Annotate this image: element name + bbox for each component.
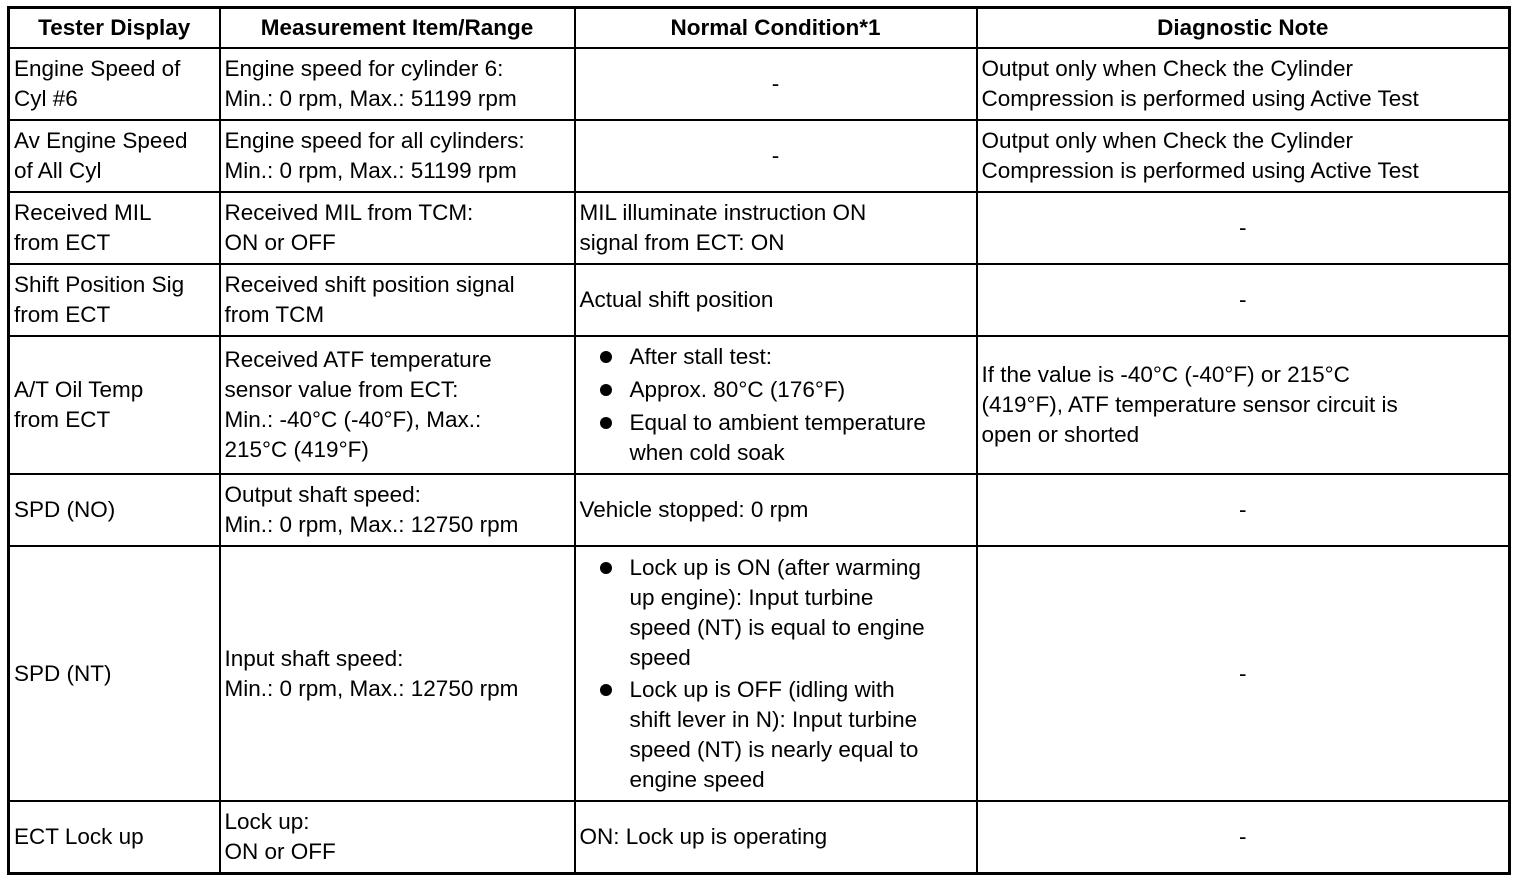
normal-condition-text: - [771,71,780,96]
measurement-cell [220,264,575,336]
diagnostic-note-text: - [1239,215,1247,240]
measurement-text: Received shift position signal from TCM [224,272,515,327]
header-measurement-item: Measurement Item/Range [220,8,575,49]
bullet-item: Equal to ambient temperature when cold soak [580,408,972,468]
header-normal-condition: Normal Condition*1 [575,8,977,49]
diagnostic-note-text: - [1239,497,1247,522]
measurement-cell [220,120,575,192]
measurement-text: Input shaft speed: Min.: 0 rpm, Max.: 12750 rpm [224,645,519,701]
tester-display-text: SPD (NT) [14,660,112,686]
normal-condition-cell [575,336,977,474]
measurement-text: Received ATF temperature sensor value from ECT: Min.: -40°C (-40°F), Max.: 215°C (419°F) [224,347,492,462]
diagnostic-note-text: Output only when Check the Cylinder Compression is performed using Active Test [981,128,1419,183]
normal-condition-cell [575,801,977,873]
diagnostic-note-text: If the value is -40°C (-40°F) or 215°C (419°F), ATF temperature sensor circuit is open or shorted [981,362,1398,447]
tester-display-cell [9,801,220,873]
tester-display-cell [9,48,220,120]
normal-condition-cell [575,192,977,264]
measurement-cell [220,801,575,873]
diagnostic-note-cell [977,801,1510,873]
header-row [9,8,1510,49]
measurement-cell [220,546,575,801]
tester-display-text: Av Engine Speed of All Cyl [14,128,188,183]
normal-condition-cell [575,264,977,336]
table-row [9,48,1510,120]
diagnostic-note-cell [977,48,1510,120]
diagnostic-note-cell [977,336,1510,474]
diagnostic-note-text: - [1239,287,1247,312]
bullet-item: Lock up is OFF (idling with shift lever in N): Input turbine speed (NT) is nearly equal to engine speed [580,675,972,795]
tester-display-cell [9,546,220,801]
measurement-cell [220,192,575,264]
measurement-text: Received MIL from TCM: ON or OFF [224,200,474,255]
measurement-text: Lock up: ON or OFF [224,808,336,864]
bullet-item: Approx. 80°C (176°F) [580,375,972,405]
measurement-cell [220,336,575,474]
table-row [9,120,1510,192]
measurement-text: Output shaft speed: Min.: 0 rpm, Max.: 12750 rpm [224,482,519,537]
measurement-text: Engine speed for all cylinders: Min.: 0 rpm, Max.: 51199 rpm [224,128,525,183]
normal-condition-bullet-list [580,553,972,795]
header-diagnostic-note: Diagnostic Note [977,8,1510,49]
measurement-cell [220,474,575,546]
data-list-table [7,6,1511,875]
table-row [9,546,1510,801]
tester-display-text: Engine Speed of Cyl #6 [14,56,181,111]
tester-display-text: A/T Oil Temp from ECT [14,377,144,432]
tester-display-text: SPD (NO) [14,497,116,522]
normal-condition-cell [575,474,977,546]
tester-display-cell [9,192,220,264]
tester-display-cell [9,474,220,546]
tester-display-text: ECT Lock up [14,823,144,849]
measurement-cell [220,48,575,120]
diagnostic-note-cell [977,120,1510,192]
bullet-item: Lock up is ON (after warming up engine): Input turbine speed (NT) is equal to engine speed [580,553,972,673]
normal-condition-text: MIL illuminate instruction ON signal from ECT: ON [579,200,867,255]
tester-display-text: Received MIL from ECT [14,200,152,255]
normal-condition-text: Vehicle stopped: 0 rpm [579,497,809,522]
measurement-text: Engine speed for cylinder 6: Min.: 0 rpm, Max.: 51199 rpm [224,56,517,111]
tester-display-cell [9,336,220,474]
diagnostic-note-cell [977,546,1510,801]
table-row [9,264,1510,336]
normal-condition-bullet-list [580,342,972,468]
normal-condition-cell [575,546,977,801]
tester-display-cell [9,120,220,192]
table-row [9,192,1510,264]
normal-condition-cell [575,120,977,192]
diagnostic-note-cell [977,192,1510,264]
table-row [9,336,1510,474]
normal-condition-text: Actual shift position [579,287,774,312]
diagnostic-note-text: Output only when Check the Cylinder Compression is performed using Active Test [981,56,1419,111]
table-row [9,801,1510,873]
normal-condition-text: - [771,143,780,168]
header-tester-display: Tester Display [9,8,220,49]
table-row [9,474,1510,546]
tester-display-cell [9,264,220,336]
bullet-item: After stall test: [580,342,972,372]
normal-condition-text: ON: Lock up is operating [579,823,828,849]
diagnostic-note-text: - [1239,660,1247,686]
diagnostic-note-cell [977,264,1510,336]
tester-display-text: Shift Position Sig from ECT [14,272,185,327]
diagnostic-note-text: - [1239,823,1247,849]
normal-condition-cell [575,48,977,120]
diagnostic-note-cell [977,474,1510,546]
